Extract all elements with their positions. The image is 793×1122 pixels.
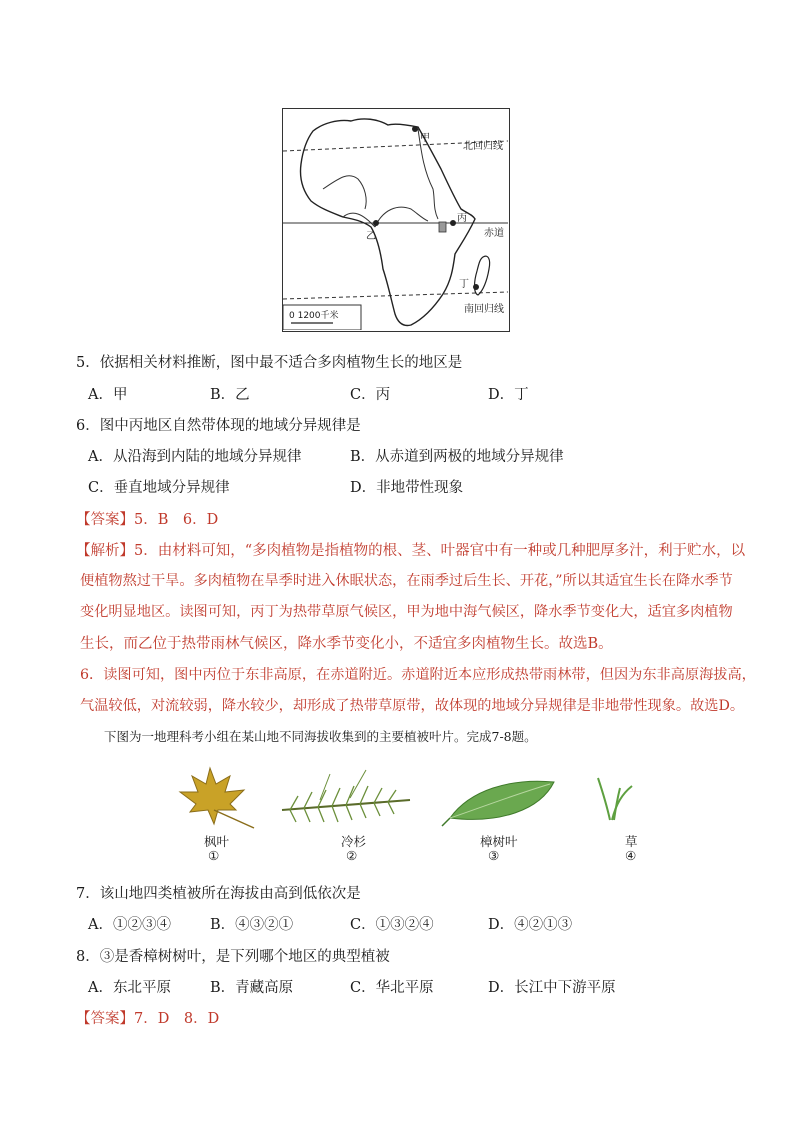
q7-option-a[interactable]: A．①②③④	[88, 917, 171, 933]
analysis-label: 【解析】	[76, 543, 134, 559]
answer-block-2	[76, 1007, 219, 1028]
leaf-2-num: ②	[346, 848, 358, 863]
intro-text: 下图为一地理科考小组在某山地不同海拔收集到的主要植被叶片。完成7-8题。	[104, 729, 537, 744]
q8-stem: 8．③是香樟树树叶，是下列哪个地区的典型植被	[76, 949, 390, 965]
analysis-text-1: 5．由材料可知，“多肉植物是指植物的根、茎、叶器官中有一种或几种肥厚多汁，利于贮水，以	[134, 543, 746, 559]
africa-map	[282, 108, 510, 332]
q6-option-d[interactable]: D．非地带性现象	[350, 480, 464, 496]
q5-option-d[interactable]: D．丁	[488, 387, 529, 403]
leaf-4-num: ④	[625, 848, 637, 863]
leaf-3-num: ③	[488, 848, 500, 863]
q5-option-c[interactable]: C．丙	[350, 387, 391, 403]
point-yi	[373, 220, 379, 226]
q6-option-a[interactable]: A．从沿海到内陆的地域分异规律	[88, 449, 302, 465]
grass-icon	[598, 778, 632, 820]
q6-stem: 6．图中丙地区自然带体现的地域分异规律是	[76, 418, 361, 434]
q6-option-b[interactable]: B．从赤道到两极的地域分异规律	[350, 449, 564, 465]
leaf-3-name: 樟树叶	[480, 834, 518, 849]
label-jia: 甲	[420, 133, 430, 144]
answer-text: 5．B 6．D	[134, 512, 219, 528]
q6-option-c[interactable]: C．垂直地域分异规律	[88, 480, 230, 496]
q5-stem: 5．依据相关材料推断，图中最不适合多肉植物生长的地区是	[76, 355, 463, 371]
point-jia	[412, 126, 418, 132]
label-ding: 丁	[459, 279, 469, 290]
label-equator: 赤道	[484, 228, 504, 239]
label-scale: 0 1200千米	[289, 311, 339, 321]
leaf-1-name: 枫叶	[204, 834, 230, 849]
river-niger	[323, 176, 366, 209]
camphor-leaf-icon	[442, 781, 554, 826]
analysis-line-2: 便植物熬过干旱。多肉植物在旱季时进入休眠状态，在雨季过后生长、开花，”所以其适宜生长在降水季节	[80, 573, 733, 589]
label-bing: 丙	[457, 213, 467, 224]
q5-option-a[interactable]: A．甲	[88, 387, 128, 403]
analysis-line-4: 生长，而乙位于热带雨林气候区，降水季节变化小，不适宜多肉植物生长。故选B。	[80, 636, 613, 652]
maple-leaf-icon	[180, 768, 254, 828]
africa-outline	[300, 119, 475, 326]
answer-label-2: 【答案】	[76, 1011, 134, 1027]
coast-detail	[343, 213, 375, 227]
q7-option-c[interactable]: C．①③②④	[350, 917, 434, 933]
q8-option-a[interactable]: A．东北平原	[88, 980, 171, 996]
answer-text-2: 7．D 8．D	[134, 1011, 220, 1027]
q7-option-b[interactable]: B．④③②①	[210, 917, 294, 933]
south-tropic-line	[283, 292, 508, 299]
q8-option-c[interactable]: C．华北平原	[350, 980, 434, 996]
q8-option-b[interactable]: B．青藏高原	[210, 980, 294, 996]
leaves-svg	[170, 760, 640, 832]
point-bing	[450, 220, 456, 226]
analysis-line-1	[76, 539, 745, 560]
analysis-line-6: 气温较低，对流较弱，降水较少，却形成了热带草原带，故体现的地域分异规律是非地带性现象。故选D。	[80, 698, 745, 714]
point-ding	[473, 284, 479, 290]
lake-victoria	[439, 222, 446, 232]
label-yi: 乙	[366, 231, 376, 242]
leaf-2-name: 冷杉	[341, 834, 367, 849]
q7-option-d[interactable]: D．④②①③	[488, 917, 573, 933]
q5-option-b[interactable]: B．乙	[210, 387, 250, 403]
label-south-tropic: 南回归线	[464, 304, 504, 315]
river-congo	[375, 207, 428, 227]
leaf-1-num: ①	[208, 848, 220, 863]
q8-option-d[interactable]: D．长江中下游平原	[488, 980, 616, 996]
answer-label: 【答案】	[76, 512, 134, 528]
q7-stem: 7．该山地四类植被所在海拔由高到低依次是	[76, 886, 361, 902]
analysis-line-3: 变化明显地区。读图可知，丙丁为热带草原气候区，甲为地中海气候区，降水季节变化大，适宜多肉植物	[80, 604, 733, 620]
leaves-figure	[170, 760, 640, 865]
fir-branch-icon	[282, 770, 410, 822]
analysis-line-5: 6．读图可知，图中丙位于东非高原，在赤道附近。赤道附近本应形成热带雨林带，但因为东非高原海拔高，	[80, 667, 756, 683]
answer-block-1	[76, 508, 218, 529]
label-north-tropic: 北回归线	[463, 141, 503, 152]
leaf-4-name: 草	[625, 834, 638, 849]
